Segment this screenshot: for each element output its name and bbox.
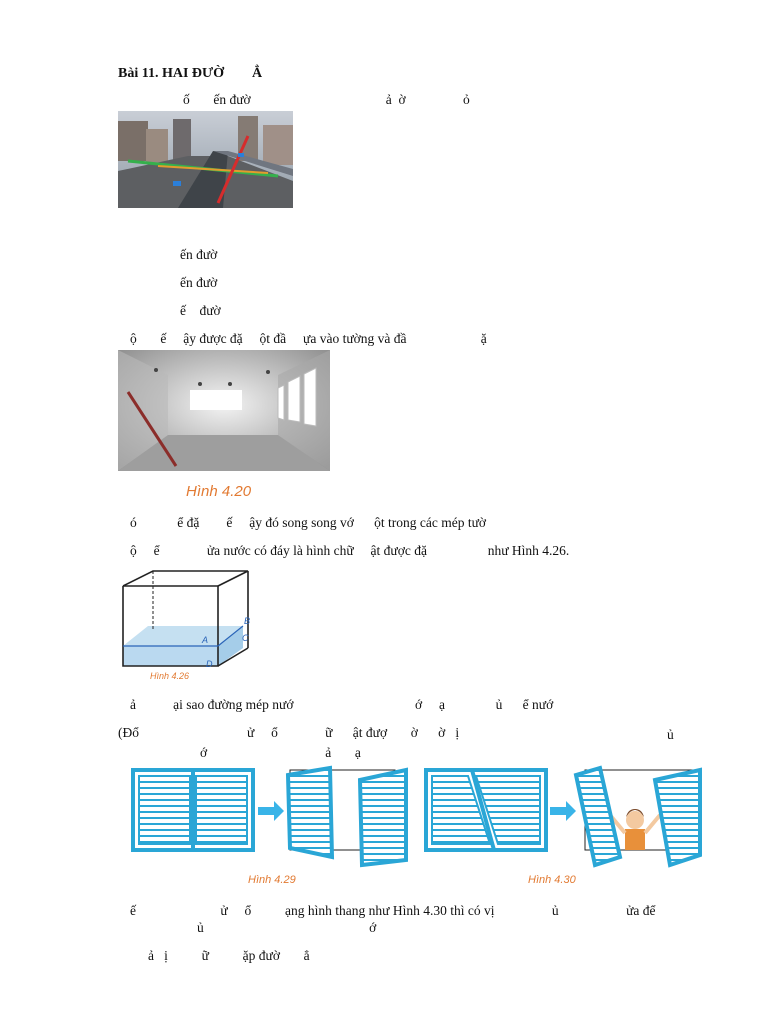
gallery-room-photo (118, 350, 330, 471)
text-line: ớ ả ạ (200, 745, 361, 760)
text-line: ố ến đườ ả ờ ỏ (183, 92, 470, 107)
point-label-b: B (244, 616, 251, 626)
page-title: Bài 11. HAI ĐƯỜ Ẳ (118, 66, 263, 81)
figure-caption: Hình 4.29 (248, 874, 296, 886)
figure-caption: Hình 4.26 (150, 671, 190, 681)
text-line: ộ ể ửa nước có đáy là hình chữ ật được đặ như Hình 4.26. (130, 543, 570, 558)
text-line: ế ử ổ ạng hình thang như Hình 4.30 thì có vị ủ ửa để (130, 903, 656, 918)
figure-caption: Hình 4.30 (528, 874, 576, 886)
text-line: ả ị ữ ặp đườ ẳ (148, 948, 310, 963)
text-line: ế đườ (180, 303, 221, 318)
text-line: ủ (667, 727, 674, 742)
point-label-a: A (202, 635, 209, 645)
point-label-d: D (206, 659, 213, 669)
text-line: ộ ế ậy được đặ ột đầ ựa vào tường và đầ ặ (130, 331, 487, 346)
tank-diagram (118, 566, 268, 686)
window-shutters-figure (130, 765, 705, 890)
text-line: ến đườ (180, 247, 218, 262)
text-line: ó ể đặ ế ậy đó song song vớ ột trong các mép tườ (130, 515, 487, 530)
figure-caption: Hình 4.20 (186, 483, 252, 500)
text-line: ủ ớ (197, 920, 377, 935)
text-line: ả ại sao đường mép nướ ớ ạ ủ ể nướ (130, 697, 554, 712)
point-label-c: C (242, 633, 249, 643)
city-road-photo (118, 111, 293, 208)
text-line: (Đổ ử ổ ữ ật đượ ờ ờ ị (118, 725, 460, 740)
text-line: ến đườ (180, 275, 218, 290)
